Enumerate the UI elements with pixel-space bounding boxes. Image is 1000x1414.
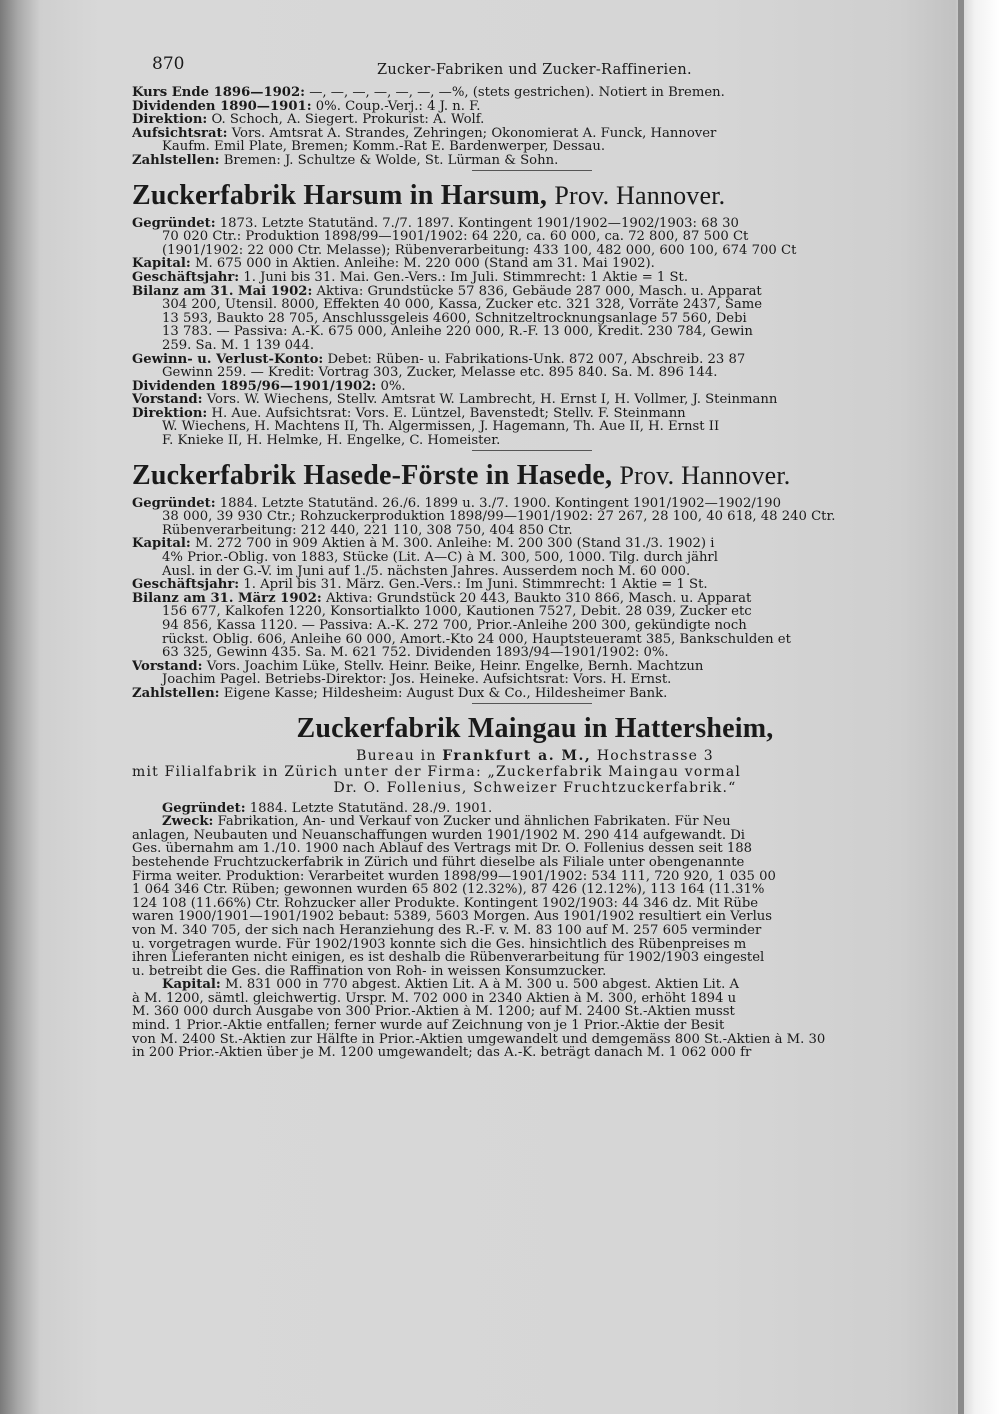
text-line: Zweck: Fabrikation, An- und Verkauf von Zucker und ähnlichen Fabrikaten. Für Neu <box>162 815 731 829</box>
text-line: 4% Prior.-Oblig. von 1883, Stücke (Lit. A—C) à M. 300, 500, 1000. Tilg. durch jährl <box>162 551 718 565</box>
intro-block <box>132 86 938 168</box>
divider <box>472 170 592 171</box>
entry-title: Zuckerfabrik Harsum in Harsum, Prov. Hannover. <box>132 179 726 211</box>
book-gutter <box>958 0 964 1414</box>
text-line: Joachim Pagel. Betriebs-Direktor: Jos. Heineke. Aufsichtsrat: Vors. H. Ernst. <box>162 673 672 687</box>
entry-subtitle: Dr. O. Follenius, Schweizer Fruchtzuckerfabrik.“ <box>333 779 737 796</box>
text-line: u. betreibt die Ges. die Raffination von Roh- in weissen Konsumzucker. <box>132 964 607 979</box>
page <box>132 48 938 1388</box>
text-line: Direktion: H. Aue. Aufsichtsrat: Vors. E. Lüntzel, Bavenstedt; Stellv. F. Steinmann <box>132 406 686 421</box>
text-line: Firma weiter. Produktion: Verarbeitet wurden 1898/99—1901/1902: 534 111, 720 920, 1 035 00 <box>132 869 776 884</box>
page-header <box>132 48 938 86</box>
text-line: Ges. übernahm am 1./10. 1900 nach Ablauf des Vertrags mit Dr. O. Follenius dessen seit 188 <box>132 842 753 856</box>
entry-title: Zuckerfabrik Hasede-Förste in Hasede, Prov. Hannover. <box>132 459 791 491</box>
entry-title: Zuckerfabrik Maingau in Hattersheim, <box>296 712 774 744</box>
text-line: 38 000, 39 930 Ctr.; Rohzuckerproduktion 1898/99—1901/1902: 27 267, 28 100, 40 618, 48 240 Ctr. <box>162 510 836 524</box>
text-line: mind. 1 Prior.-Aktie entfallen; ferner wurde auf Zeichnung von je 1 Prior.-Aktie der Besit <box>132 1019 725 1033</box>
text-line: Vorstand: Vors. Joachim Lüke, Stellv. Heinr. Beike, Heinr. Engelke, Bernh. Machtzun <box>132 659 704 674</box>
text-line: Gewinn- u. Verlust-Konto: Debet: Rüben- u. Fabrikations-Unk. 872 007, Abschreib. 23 87 <box>132 352 746 367</box>
text-line: F. Knieke II, H. Helmke, H. Engelke, C. Homeister. <box>162 434 501 448</box>
text-line: von M. 2400 St.-Aktien zur Hälfte in Prior.-Aktien umgewandelt und demgemäss 800 St.-Aktien à M. 30 <box>132 1032 826 1047</box>
text-line: 70 020 Ctr.: Produktion 1898/99—1901/1902: 64 220, ca. 60 000, ca. 72 800, 87 500 Ct <box>162 230 749 244</box>
divider <box>472 450 592 451</box>
text-line: 63 325, Gewinn 435. Sa. M. 621 752. Dividenden 1893/94—1901/1902: 0%. <box>162 646 669 660</box>
text-line: Vorstand: Vors. W. Wiechens, Stellv. Amtsrat W. Lambrecht, H. Ernst I, H. Vollmer, J. Steinmann <box>132 393 778 407</box>
text-line: Geschäftsjahr: 1. Juni bis 31. Mai. Gen.-Vers.: Im Juli. Stimmrecht: 1 Aktie = 1 St. <box>132 270 689 285</box>
text-line: Geschäftsjahr: 1. April bis 31. März. Gen.-Vers.: Im Juni. Stimmrecht: 1 Aktie = 1 St. <box>132 578 708 592</box>
text-line: Dividenden 1890—1901: 0%. Coup.-Verj.: 4 J. n. F. <box>132 99 481 114</box>
text-line: Kurs Ende 1896—1902: —, —, —, —, —, —, —%, (stets gestrichen). Notiert in Bremen. <box>132 86 725 100</box>
text-line: Zahlstellen: Bremen: J. Schultze & Wolde, St. Lürman & Sohn. <box>132 153 559 168</box>
entry-subtitle: Bureau in Frankfurt a. M., Hochstrasse 3 <box>356 747 714 764</box>
running-title: Zucker-Fabriken und Zucker-Raffinerien. <box>377 62 692 78</box>
text-line: Gegründet: 1873. Letzte Statutänd. 7./7. 1897. Kontingent 1901/1902—1902/1903: 68 30 <box>132 216 739 231</box>
text-line: Kaufm. Emil Plate, Bremen; Komm.-Rat E. Bardenwerper, Dessau. <box>162 140 606 154</box>
text-line: ihren Lieferanten nicht einigen, es ist deshalb die Rübenverarbeitung für 1902/1903 eingestel <box>132 951 765 965</box>
text-line: 94 856, Kassa 1120. — Passiva: A.-K. 272 700, Prior.-Anleihe 200 300, gekündigte noch <box>162 619 747 633</box>
entry-subtitle: mit Filialfabrik in Zürich unter der Firma: „Zuckerfabrik Maingau vormal <box>132 763 742 780</box>
divider <box>472 703 592 704</box>
text-line: M. 360 000 durch Ausgabe von 300 Prior.-Aktien à M. 1200; auf M. 2400 St.-Aktien musst <box>132 1005 735 1020</box>
text-line: Aufsichtsrat: Vors. Amtsrat A. Strandes, Zehringen; Ökonomierat A. Funck, Hannover <box>132 126 717 141</box>
text-line: in 200 Prior.-Aktien über je M. 1200 umgewandelt; das A.-K. beträgt danach M. 1 062 000 fr <box>132 1046 752 1060</box>
text-line: Kapital: M. 675 000 in Aktien. Anleihe: M. 220 000 (Stand am 31. Mai 1902). <box>132 257 655 271</box>
entry-maingau <box>132 712 938 1060</box>
text-line: 156 677, Kalkofen 1220, Konsortialkto 1000, Kautionen 7527, Debit. 28 039, Zucker etc <box>162 605 752 619</box>
text-line: waren 1900/1901—1901/1902 bebaut: 5389, 5603 Morgen. Aus 1901/1902 resultiert ein Verlus <box>132 910 773 924</box>
text-line: bestehende Fruchtzuckerfabrik in Zürich und führt dieselbe als Filiale unter obengenannte <box>132 855 745 870</box>
text-line: rückst. Oblig. 606, Anleihe 60 000, Amort.-Kto 24 000, Hauptsteueramt 385, Bankschulden et <box>162 632 791 647</box>
text-line: Kapital: M. 831 000 in 770 abgest. Aktien Lit. A à M. 300 u. 500 abgest. Aktien Lit. A <box>162 978 739 992</box>
text-line: Kapital: M. 272 700 in 909 Aktien à M. 300. Anleihe: M. 200 300 (Stand 31./3. 1902) i <box>132 537 715 552</box>
text-line: W. Wiechens, H. Machtens II, Th. Algermissen, J. Hagemann, Th. Aue II, H. Ernst II <box>162 420 720 435</box>
text-line: 259. Sa. M. 1 139 044. <box>162 338 315 353</box>
text-line: 13 593, Baukto 28 705, Anschlussgeleis 4600, Schnitzeltrocknungsanlage 57 560, Debi <box>162 311 747 326</box>
text-line: à M. 1200, sämtl. gleichwertig. Urspr. M. 702 000 in 2340 Aktien à M. 300, erhöht 1894 u <box>132 991 737 1006</box>
text-line: u. vorgetragen wurde. Für 1902/1903 konnte sich die Ges. hinsichtlich des Rübenpreises m <box>132 937 747 952</box>
text-line: Bilanz am 31. Mai 1902: Aktiva: Grundstücke 57 836, Gebäude 287 000, Masch. u. Apparat <box>132 284 762 299</box>
text-line: Ausl. in der G.-V. im Juni auf 1./5. nächsten Jahres. Ausserdem noch M. 60 000. <box>162 564 691 579</box>
text-line: 304 200, Utensil. 8000, Effekten 40 000, Kassa, Zucker etc. 321 328, Vorräte 2437, Same <box>162 298 763 312</box>
text-line: (1901/1902: 22 000 Ctr. Melasse); Rübenverarbeitung: 433 100, 482 000, 600 100, 674 700 Ct <box>162 243 797 258</box>
text-line: Zahlstellen: Eigene Kasse; Hildesheim: August Dux & Co., Hildesheimer Bank. <box>132 686 668 701</box>
text-line: Direktion: O. Schoch, A. Siegert. Prokurist: A. Wolf. <box>132 113 485 127</box>
text-line: Bilanz am 31. März 1902: Aktiva: Grundstück 20 443, Baukto 310 866, Masch. u. Apparat <box>132 591 752 606</box>
text-line: 1 064 346 Ctr. Rüben; gewonnen wurden 65 802 (12.32%), 87 426 (12.12%), 113 164 (11.31% <box>132 883 765 897</box>
text-line: von M. 340 705, der sich nach Heranziehung des R.-F. v. M. 83 100 auf M. 257 605 verminder <box>132 923 762 938</box>
page-number: 870 <box>152 54 185 74</box>
entry-harsum <box>132 179 938 448</box>
text-line: Rübenverarbeitung: 212 440, 221 110, 308 750, 404 850 Ctr. <box>162 523 573 538</box>
text-line: 124 108 (11.66%) Ctr. Rohzucker aller Produkte. Kontingent 1902/1903: 44 346 dz. Mit Rübe <box>132 896 759 911</box>
text-line: Gegründet: 1884. Letzte Statutänd. 26./6. 1899 u. 3./7. 1900. Kontingent 1901/1902—1902/190 <box>132 496 781 511</box>
text-line: Dividenden 1895/96—1901/1902: 0%. <box>132 379 406 394</box>
text-line: 13 783. — Passiva: A.-K. 675 000, Anleihe 220 000, R.-F. 13 000, Kredit. 230 784, Gewin <box>162 325 753 339</box>
text-line: Gegründet: 1884. Letzte Statutänd. 28./9. 1901. <box>162 801 493 816</box>
text-line: Gewinn 259. — Kredit: Vortrag 303, Zucker, Melasse etc. 895 840. Sa. M. 896 144. <box>162 366 718 380</box>
entry-hasede <box>132 459 938 701</box>
text-line: anlagen, Neubauten und Neuanschaffungen wurden 1901/1902 M. 290 414 aufgewandt. Di <box>132 828 746 843</box>
